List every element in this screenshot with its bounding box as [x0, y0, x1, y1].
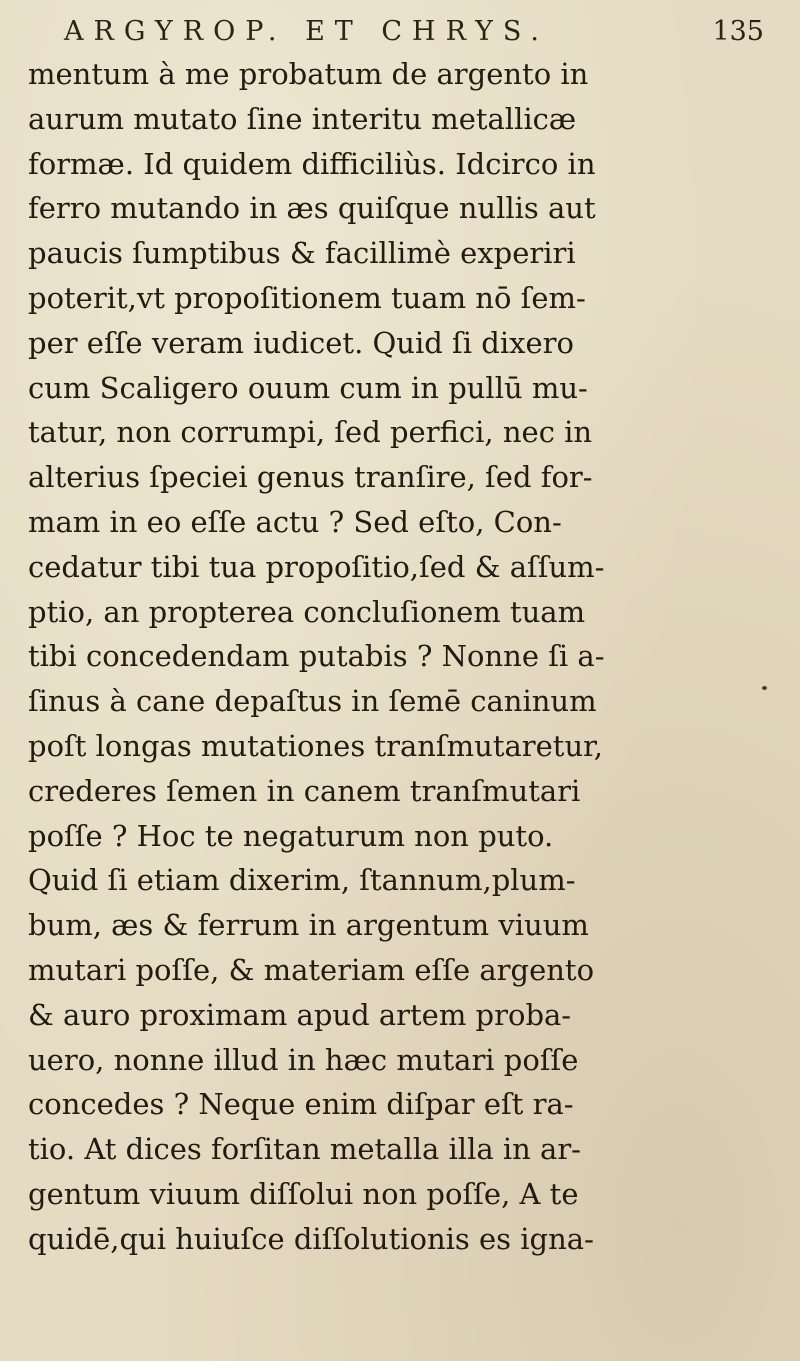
body-text — [28, 52, 788, 1262]
text-line: ferro mutando in æs quiſque nullis aut — [28, 191, 596, 226]
text-line: tibi concedendam putabis ? Nonne ſi a- — [28, 639, 605, 674]
text-line: aurum mutato ſine interitu metallicæ — [28, 101, 577, 136]
text-line: alterius ſpeciei genus tranſire, ſed for- — [28, 460, 593, 495]
ink-speck — [762, 686, 767, 690]
text-line: paucis ſumptibus & facillimè experiri — [28, 236, 576, 271]
text-line: mentum à me probatum de argento in — [28, 57, 589, 91]
text-line: Quid ſi etiam dixerim, ſtannum,plum- — [28, 863, 576, 898]
text-line: tio. At dices forſitan metalla illa in ar- — [28, 1132, 581, 1167]
text-line: mam in eo eſſe actu ? Sed eſto, Con- — [28, 504, 562, 539]
text-line: cedatur tibi tua propoſitio,ſed & aſſum- — [28, 549, 605, 584]
text-line: poterit,vt propoſitionem tuam nō ſem- — [28, 280, 586, 315]
text-line: bum, æs & ferrum in argentum viuum — [28, 908, 589, 943]
text-line: crederes ſemen in canem tranſmutari — [28, 773, 581, 808]
text-line: concedes ? Neque enim diſpar eſt ra- — [28, 1087, 574, 1122]
page-number: 135 — [712, 16, 764, 47]
text-line: ſinus à cane depaſtus in ſemē caninum — [28, 684, 597, 719]
text-line: mutari poſſe, & materiam eſſe argento — [28, 952, 595, 987]
text-line: formæ. Id quidem difficiliùs. Idcirco in — [28, 146, 596, 181]
text-line: poſſe ? Hoc te negaturum non puto. — [28, 818, 554, 853]
text-line: ptio, an propterea concluſionem tuam — [28, 594, 586, 629]
text-line: poſt longas mutationes tranſmutaretur, — [28, 728, 604, 763]
text-line: quidē,qui huiuſce diſſolutionis es igna- — [28, 1221, 594, 1256]
text-line: & auro proximam apud artem proba- — [28, 997, 572, 1032]
text-line: gentum viuum diſſolui non poſſe, A te — [28, 1176, 579, 1211]
text-line: tatur, non corrumpi, ſed perfici, nec in — [28, 415, 593, 450]
text-line: uero, nonne illud in hæc mutari poſſe — [28, 1042, 579, 1077]
text-line: cum Scaligero ouum cum in pullū mu- — [28, 370, 588, 405]
text-line: per eſſe veram iudicet. Quid ſi dixero — [28, 325, 574, 360]
running-title: ARGYROP. ET CHRYS. — [64, 16, 550, 47]
running-head — [64, 12, 764, 52]
